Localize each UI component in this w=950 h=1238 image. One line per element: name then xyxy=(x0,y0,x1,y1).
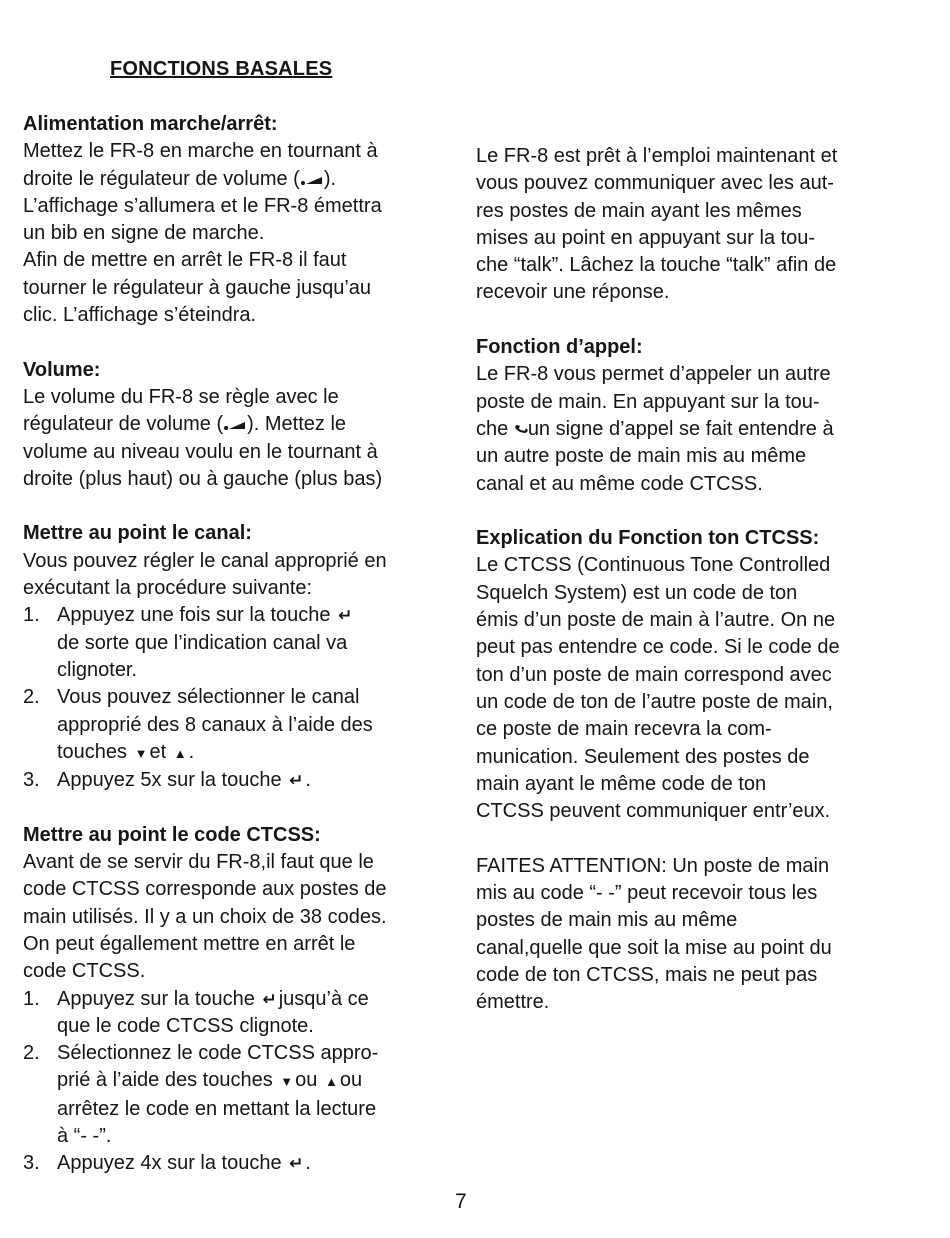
section-power xyxy=(23,111,463,329)
channel-steps xyxy=(23,602,463,794)
right-column xyxy=(476,143,916,1044)
page-title: FONCTIONS BASALES xyxy=(110,58,333,80)
attention-line-6: émettre. xyxy=(476,991,550,1014)
ctcss-line-5: code CTCSS. xyxy=(23,960,146,983)
volume-heading: Volume: xyxy=(23,358,101,381)
call-line-5: canal et au même code CTCSS. xyxy=(476,472,763,495)
explanation-heading: Explication du Fonction ton CTCSS: xyxy=(476,527,820,550)
list-item: 1. Appuyez une fois sur la touche ↵ de sorte que l’indication canal va clignoter. xyxy=(23,604,353,681)
enter-key-icon: ↵ xyxy=(289,771,304,791)
ready-line-4: mises au point en appuyant sur la tou- xyxy=(476,226,816,249)
enter-key-icon: ↵ xyxy=(289,1154,304,1174)
power-line-7: clic. L’affichage s’éteindra. xyxy=(23,304,257,327)
call-heading: Fonction d’appel: xyxy=(476,336,643,359)
call-line-4: un autre poste de main mis au même xyxy=(476,445,807,468)
explanation-line-5: ton d’un poste de main correspond avec xyxy=(476,663,832,686)
explanation-line-10: CTCSS peuvent communiquer entr’eux. xyxy=(476,800,831,823)
explanation-line-8: munication. Seulement des postes de xyxy=(476,745,810,768)
enter-key-icon: ↵ xyxy=(338,606,353,626)
volume-line-1: Le volume du FR-8 se règle avec le xyxy=(23,385,339,408)
down-arrow-icon: ▼ xyxy=(280,1074,294,1090)
power-line-2: droite le régulateur de volume ( ). xyxy=(23,167,337,190)
power-line-3: L’affichage s’allumera et le FR-8 émettra xyxy=(23,194,382,217)
section-attention xyxy=(476,853,916,1017)
down-arrow-icon: ▼ xyxy=(134,745,148,761)
list-item: 3. Appuyez 5x sur la touche ↵ . xyxy=(23,767,463,794)
explanation-line-3: émis d’un poste de main à l’autre. On ne xyxy=(476,609,836,632)
section-ctcss xyxy=(23,822,463,1178)
volume-line-2: régulateur de volume ( ). Mettez le xyxy=(23,413,347,436)
power-line-1: Mettez le FR-8 en marche en tournant à xyxy=(23,140,378,163)
call-line-3: che un signe d’appel se fait entendre à xyxy=(476,417,834,440)
channel-line-2: exécutant la procédure suivante: xyxy=(23,577,313,600)
list-item: 2. Vous pouvez sélectionner le canal approprié des 8 canaux à l’aide des touches ▼ et ▲ . xyxy=(23,684,463,767)
volume-knob-icon xyxy=(300,174,324,186)
power-line-4: un bib en signe de marche. xyxy=(23,222,265,245)
list-item: 2. Sélectionnez le code CTCSS appro- prié à l’aide des touches ▼ ou ▲ ou arrêtez le code en mettant la lecture à “- -”. xyxy=(23,1042,379,1147)
up-arrow-icon: ▲ xyxy=(173,745,187,761)
call-key-icon xyxy=(514,422,528,436)
section-explanation xyxy=(476,525,916,825)
channel-heading: Mettre au point le canal: xyxy=(23,522,252,545)
section-volume xyxy=(23,357,463,493)
attention-line-2: mis au code “- -” peut recevoir tous les xyxy=(476,882,818,905)
explanation-line-1: Le CTCSS (Continuous Tone Controlled xyxy=(476,554,831,577)
call-line-1: Le FR-8 vous permet d’appeler un autre xyxy=(476,363,831,386)
explanation-line-6: un code de ton de l’autre poste de main, xyxy=(476,690,833,713)
ctcss-line-3: main utilisés. Il y a un choix de 38 codes. xyxy=(23,905,387,928)
attention-line-5: code de ton CTCSS, mais ne peut pas xyxy=(476,963,818,986)
ctcss-steps xyxy=(23,986,463,1178)
call-line-2: poste de main. En appuyant sur la tou- xyxy=(476,390,820,413)
explanation-line-9: main ayant le même code de ton xyxy=(476,772,767,795)
power-line-6: tourner le régulateur à gauche jusqu’au xyxy=(23,276,372,299)
attention-line-1: FAITES ATTENTION: Un poste de main xyxy=(476,854,830,877)
list-item: 1. Appuyez sur la touche ↵ jusqu’à ce que le code CTCSS clignote. xyxy=(23,987,369,1037)
attention-line-4: canal,quelle que soit la mise au point du xyxy=(476,936,832,959)
section-channel xyxy=(23,520,463,794)
ready-line-1: Le FR-8 est prêt à l’emploi maintenant et xyxy=(476,145,838,167)
section-call xyxy=(476,334,916,498)
volume-knob-icon xyxy=(223,419,247,431)
volume-line-4: droite (plus haut) ou à gauche (plus bas) xyxy=(23,467,383,490)
ctcss-line-1: Avant de se servir du FR-8,il faut que le xyxy=(23,851,374,874)
ctcss-heading: Mettre au point le code CTCSS: xyxy=(23,823,321,846)
ready-line-2: vous pouvez communiquer avec les aut- xyxy=(476,172,834,195)
power-line-5: Afin de mettre en arrêt le FR-8 il faut xyxy=(23,249,347,272)
enter-key-icon: ↵ xyxy=(262,989,277,1009)
explanation-line-2: Squelch System) est un code de ton xyxy=(476,581,798,604)
page-number: 7 xyxy=(455,1190,467,1213)
ctcss-line-2: code CTCSS corresponde aux postes de xyxy=(23,878,387,901)
list-item: 3. Appuyez 4x sur la touche ↵ . xyxy=(23,1150,463,1177)
ctcss-line-4: On peut égallement mettre en arrêt le xyxy=(23,932,356,955)
volume-line-3: volume au niveau voulu en le tournant à xyxy=(23,440,378,463)
ready-line-5: che “talk”. Lâchez la touche “talk” afin de xyxy=(476,254,837,277)
channel-line-1: Vous pouvez régler le canal approprié en xyxy=(23,549,387,572)
ready-line-3: res postes de main ayant les mêmes xyxy=(476,199,802,222)
explanation-line-4: peut pas entendre ce code. Si le code de xyxy=(476,636,840,659)
section-ready xyxy=(476,143,916,307)
up-arrow-icon: ▲ xyxy=(324,1074,338,1090)
left-column xyxy=(23,111,463,1205)
attention-line-3: postes de main mis au même xyxy=(476,909,738,932)
ready-line-6: recevoir une réponse. xyxy=(476,281,670,304)
power-heading: Alimentation marche/arrêt: xyxy=(23,113,278,135)
explanation-line-7: ce poste de main recevra la com- xyxy=(476,718,772,741)
